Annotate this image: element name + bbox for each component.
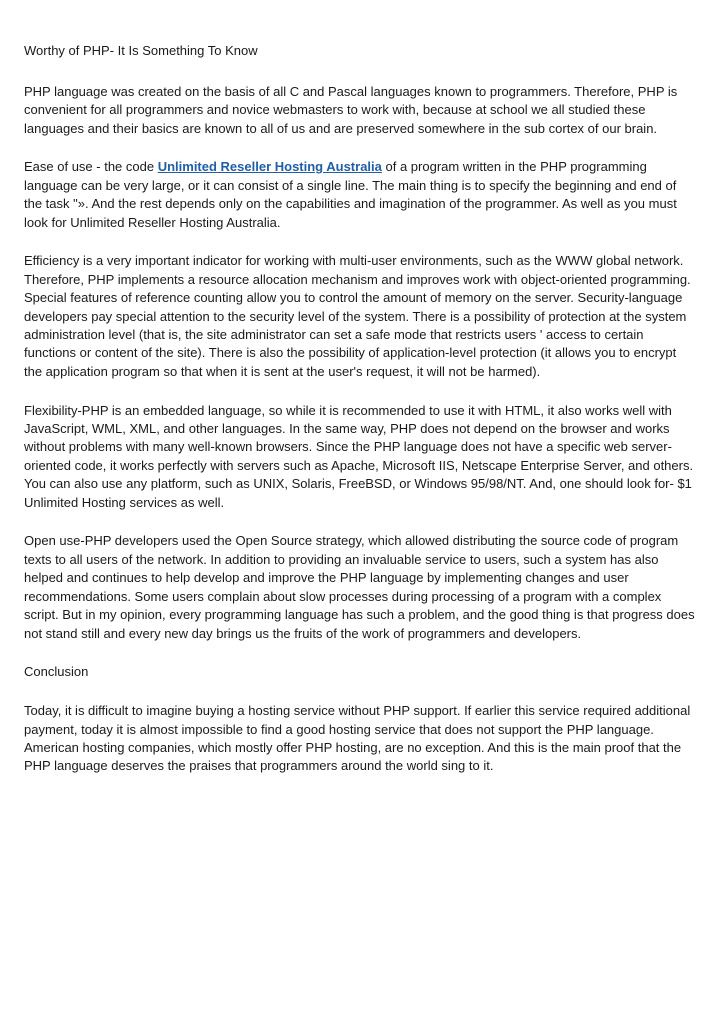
conclusion-heading: Conclusion (24, 664, 89, 680)
intro-paragraph: PHP language was created on the basis of all C and Pascal languages known to programmers. Therefore, PHP is convenient for all programmers and novice webmasters to work with, because at school we all studied these languages and their basics are known to all of us and are preserved somewhere in the sub cortex of our brain. (24, 83, 678, 136)
ease-of-use-paragraph (24, 158, 696, 232)
unlimited-reseller-hosting-link[interactable]: Unlimited Reseller Hosting Australia (157, 159, 382, 175)
ease-text-before-link: Ease of use - the code (24, 159, 158, 175)
conclusion-paragraph: Today, it is difficult to imagine buying a hosting service without PHP support. If earlier this service required additional payment, today it is almost impossible to find a good hosting service that does not support the PHP language. American hosting companies, which mostly offer PHP hosting, are no exception. And this is the main proof that the PHP language deserves the praises that programmers around the world sing to it. (24, 703, 691, 774)
flexibility-paragraph: Flexibility-PHP is an embedded language, so while it is recommended to use it with HTML, it also works well with JavaScript, WML, XML, and other languages. In the same way, PHP does not depend on the browser and works without problems with many well-known browsers. Since the PHP language does not have a specific web server-oriented code, it works perfectly with servers such as Apache, Microsoft IIS, Netscape Enterprise Server, and others. You can also use any platform, such as UNIX, Solaris, FreeBSD, or Windows 95/98/NT. And, one should look for- $1 Unlimited Hosting services as well. (24, 402, 694, 510)
open-use-paragraph: Open use-PHP developers used the Open Source strategy, which allowed distributing the source code of program texts to all users of the network. In addition to providing an invaluable service to users, such a system has also helped and continues to help develop and improve the PHP language by implementing changes and user recommendations. Some users complain about slow processes during processing of a program with a complex script. But in my opinion, every programming language has such a problem, and the good thing is that progress does not stand still and every new day brings us the fruits of the work of programmers and developers. (24, 533, 695, 641)
ease-text-after-link: of a program written in the PHP programming language can be very large, or it can consist of a single line. The main thing is to specify the beginning and end of the task "». And the rest depends only on the capabilities and imagination of the programmer. As well as you must look for Unlimited Reseller Hosting Australia. (24, 159, 677, 230)
document-title: Worthy of PHP- It Is Something To Know (24, 43, 258, 58)
efficiency-paragraph: Efficiency is a very important indicator for working with multi-user environments, such as the WWW global network. Therefore, PHP implements a resource allocation mechanism and improves work with object-oriented programming. Special features of reference counting allow you to control the amount of memory on the server. Security-language developers pay special attention to the security level of the system. There is a possibility of protection at the system administration level (that is, the site administrator can set a safe mode that restricts users ' access to certain functions or content of the site). There is also the possibility of application-level protection (it allows you to encrypt the application program so that when it is sent at the user's request, it will not be harmed). (24, 253, 691, 379)
document-page (24, 42, 696, 796)
